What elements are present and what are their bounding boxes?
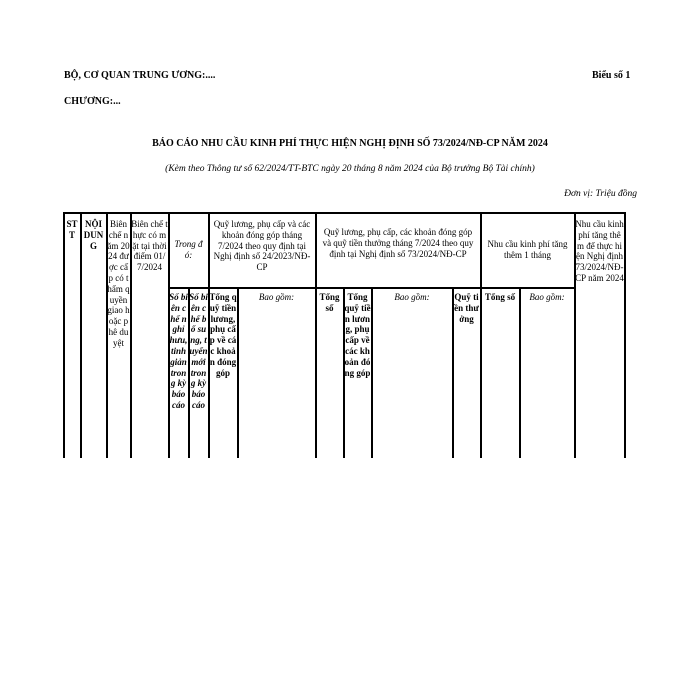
header-group1-bao-gom: Bao gồm:: [258, 292, 295, 302]
header-nhu-cau-2024: Nhu cầu kinh phí tăng thêm để thực hiện Nghị định 73/2024/NĐ-CP năm 2024: [575, 219, 624, 283]
header-so-bien-che-bo-sung: Số biên chế bổ sung, tuyển mới trong kỳ báo cáo: [189, 292, 208, 410]
header-so-bien-che-nghi-huu: Số biên chế nghỉ hưu, tinh giản trong kỳ báo cáo: [169, 292, 188, 410]
header-group2-tong-so: Tổng số: [319, 292, 340, 313]
column-divider: [519, 287, 521, 458]
table-border-left: [63, 212, 65, 458]
header-group2-quy-thuong: Quỹ tiền thưởng: [454, 292, 479, 324]
column-divider: [237, 287, 239, 458]
header-trong-do: Trong đó:: [174, 239, 203, 260]
table-border-right: [624, 212, 626, 458]
ministry-label: BỘ, CƠ QUAN TRUNG ƯƠNG:....: [64, 70, 216, 81]
header-bien-che-thuc-te: Biên chế thực có mặt tại thời điểm 01/7/2024: [131, 219, 168, 273]
header-group3-bao-gom: Bao gồm:: [529, 292, 565, 302]
report-subtitle: (Kèm theo Thông tư số 62/2024/TT-BTC ngày 20 tháng 8 năm 2024 của Bộ trưởng Bộ Tài chính): [165, 164, 535, 174]
header-noi-dung: NỘI DUNG: [83, 219, 104, 251]
form-number: Biểu số 1: [592, 70, 631, 81]
header-group1: Quỹ lương, phụ cấp và các khoản đóng góp tháng 7/2024 theo quy định tại Nghị định số 24/2023/NĐ-CP: [213, 219, 311, 273]
report-title: BÁO CÁO NHU CẦU KINH PHÍ THỰC HIỆN NGHỊ ĐỊNH SỐ 73/2024/NĐ-CP NĂM 2024: [152, 138, 548, 149]
header-group2-total: Tổng quỹ tiền lương, phụ cấp về các khoản đóng góp: [344, 292, 371, 378]
column-divider: [371, 287, 373, 458]
header-stt: STT: [66, 219, 78, 240]
header-group2: Quỹ lương, phụ cấp, các khoản đóng góp và quỹ tiền thưởng tháng 7/2024 theo quy định tại Nghị định số 73/2024/NĐ-CP: [322, 227, 474, 259]
chapter-label: CHƯƠNG:...: [64, 96, 121, 107]
header-group3: Nhu cầu kinh phí tăng thêm 1 tháng: [487, 239, 568, 260]
header-bien-che-2024: Biên chế năm 2024 được cấp có thẩm quyền giao hoặc phê duyệt: [107, 219, 130, 348]
header-group1-total: Tổng quỹ tiền lương, phụ cấp về các khoản đóng góp: [209, 292, 237, 378]
header-group2-bao-gom: Bao gồm:: [394, 292, 430, 302]
header-group3-tong-so: Tổng số: [484, 292, 516, 302]
table-top-border: [63, 212, 625, 214]
unit-label: Đơn vị: Triệu đồng: [564, 189, 637, 199]
